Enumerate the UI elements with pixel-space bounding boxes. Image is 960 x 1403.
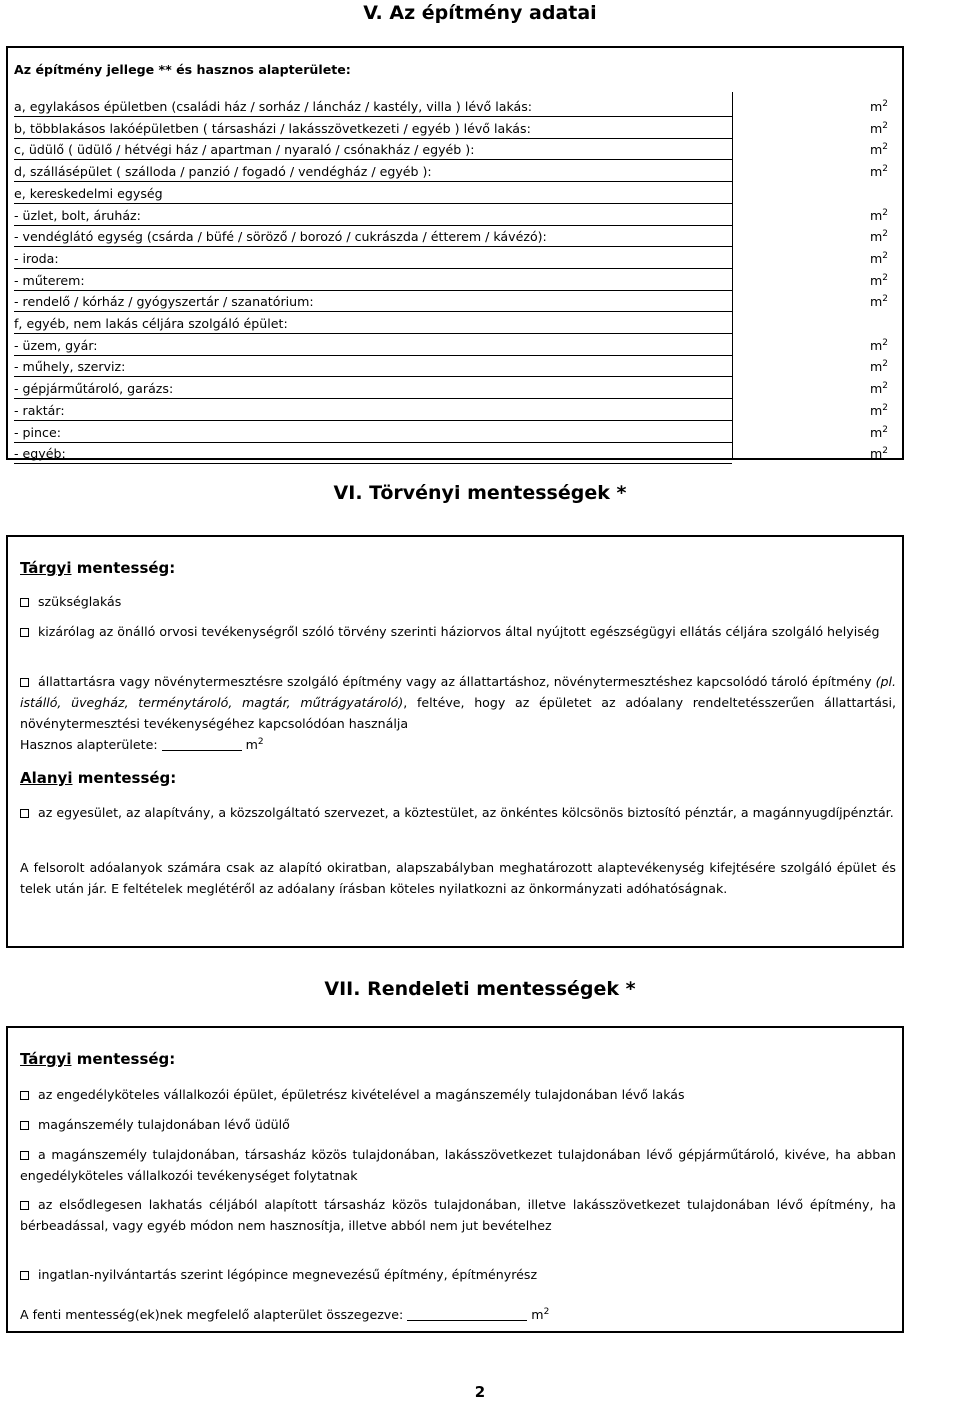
- building-type-value-line[interactable]: [14, 442, 732, 443]
- unit-m2: $m^2$: [869, 424, 888, 440]
- building-type-label: a, egylakásos épületben (családi ház / sorház / láncház / kastély, villa ) lévő lakás:: [14, 99, 533, 114]
- exemption-item: az engedélyköteles vállalkozói épület, épületrész kivételével a magánszemély tulajdonában lévő lakás: [20, 1084, 896, 1105]
- building-type-value-line[interactable]: [14, 138, 732, 139]
- exemption-item: ingatlan-nyilvántartás szerint légópince megnevezésű építmény, építményrész: [20, 1264, 896, 1285]
- building-type-label: d, szállásépület ( szálloda / panzió / fogadó / vendégház / egyéb ):: [14, 164, 432, 180]
- building-type-label: - műhely, szerviz:: [14, 359, 126, 375]
- building-type-label: - üzlet, bolt, áruház:: [14, 207, 141, 223]
- total-area-field[interactable]: [407, 1320, 527, 1321]
- building-type-value-line[interactable]: [14, 355, 732, 356]
- page-number: 2: [474, 1383, 486, 1401]
- local-exemptions-box: [6, 1026, 904, 1333]
- statutory-exemptions-box: [6, 535, 904, 948]
- building-type-value-line[interactable]: [14, 225, 732, 226]
- unit-m2: $m^2$: [869, 337, 888, 353]
- unit-m2: $m^2$: [869, 402, 888, 418]
- checkbox[interactable]: [20, 1151, 29, 1160]
- checkbox[interactable]: [20, 1091, 29, 1100]
- subjective-exemption-heading: Alanyi mentesség:: [20, 769, 177, 787]
- building-type-value-line[interactable]: [14, 290, 732, 291]
- building-type-label: - üzem, gyár:: [14, 337, 98, 353]
- building-type-label: - gépjárműtároló, garázs:: [14, 381, 174, 397]
- building-type-value-line[interactable]: [14, 311, 732, 312]
- unit-m2: $m^2$: [869, 120, 888, 136]
- exemption-item: kizárólag az önálló orvosi tevékenységről szóló törvény szerinti háziorvos által nyújtott egészségügyi ellátás céljára szolgáló helyiség: [20, 621, 896, 642]
- unit-m2: $m^2$: [869, 359, 888, 375]
- unit-m2: $m^2$: [869, 142, 888, 158]
- unit-m2: $m^2$: [869, 380, 888, 397]
- exemption-item: az elsődlegesen lakhatás céljából alapított társasház közös tulajdonában, illetve lakásszövetkezet tulajdonában lévő építmény, ha bérbeadással, vagy egyéb módon nem hasznosítja, illetve abból nem jut bevételhez: [20, 1197, 896, 1233]
- building-type-value-line[interactable]: [14, 333, 732, 334]
- building-data-box: [6, 46, 904, 460]
- building-type-label: c, üdülő ( üdülő / hétvégi ház / apartman / nyaraló / csónakház / egyéb ):: [14, 142, 475, 158]
- checkbox[interactable]: [20, 1201, 29, 1210]
- building-type-value-line[interactable]: [14, 268, 732, 269]
- building-type-label: b, többlakásos lakóépületben ( társasházi / lakásszövetkezeti / egyéb ) lévő lakás:: [14, 120, 531, 136]
- building-type-value-line[interactable]: [14, 420, 732, 421]
- building-type-label: - vendéglátó egység (csárda / büfé / söröző / borozó / cukrászda / étterem / kávézó):: [14, 229, 547, 245]
- column-separator: [732, 92, 733, 458]
- building-type-value-line[interactable]: [14, 203, 732, 204]
- building-type-value-line[interactable]: [14, 398, 732, 399]
- section-vii-title: VII. Rendeleti mentességek *: [324, 978, 636, 1000]
- exemption-note: A felsorolt adóalanyok számára csak az alapító okiratban, alapszabályban meghatározott alaptevékenység kifejtésére szolgáló épület és telek után jár. E feltételek meglétéről az adóalany írásban köteles nyilatkozni az önkormányzati adóhatóságnak.: [20, 860, 896, 896]
- unit-m2: $m^2$: [869, 446, 888, 462]
- total-area-line: A fenti mentesség(ek)nek megfelelő alapterület összegezve: $m^2$: [20, 1306, 550, 1322]
- checkbox[interactable]: [20, 678, 29, 687]
- building-type-value-line[interactable]: [14, 376, 732, 377]
- unit-m2: $m^2$: [869, 229, 888, 245]
- building-type-label: - iroda:: [14, 250, 59, 266]
- building-type-label: f, egyéb, nem lakás céljára szolgáló épület:: [14, 316, 288, 331]
- building-type-value-line[interactable]: [14, 181, 732, 182]
- floor-area-field[interactable]: [162, 750, 242, 751]
- building-type-heading: Az építmény jellege ** és hasznos alapterülete:: [14, 62, 351, 77]
- checkbox[interactable]: [20, 598, 29, 607]
- building-type-label: - raktár:: [14, 402, 65, 418]
- unit-m2: $m^2$: [869, 163, 888, 180]
- exemption-item: szükséglakás: [20, 591, 896, 612]
- building-type-label: - rendelő / kórház / gyógyszertár / szanatórium:: [14, 294, 314, 310]
- exemption-item: állattartásra vagy növénytermesztésre szolgáló építmény vagy az állattartáshoz, növénytermesztéshez kapcsolódó tároló építmény (pl. istálló, üvegház, terménytároló, magtár, műtrágyatároló), feltéve, hogy az épületet az adóalany rendeltetésszerűen állattartási, növénytermesztési tevékenységéhez kapcsolódóan használja Hasznos alapterülete: $m^2$: [20, 674, 896, 752]
- checkbox[interactable]: [20, 1271, 29, 1280]
- unit-m2: $m^2$: [869, 207, 888, 223]
- exemption-item: magánszemély tulajdonában lévő üdülő: [20, 1114, 896, 1135]
- section-v-title: V. Az építmény adatai: [363, 2, 597, 24]
- building-type-label: - műterem:: [14, 272, 85, 288]
- building-type-value-line[interactable]: [14, 463, 732, 464]
- building-type-label: - egyéb:: [14, 446, 66, 462]
- checkbox[interactable]: [20, 809, 29, 818]
- objective-exemption-heading: Tárgyi mentesség:: [20, 1050, 176, 1068]
- building-type-value-line[interactable]: [14, 116, 732, 117]
- building-type-value-line[interactable]: [14, 246, 732, 247]
- exemption-item: az egyesület, az alapítvány, a közszolgáltató szervezet, a köztestület, az önkéntes kölcsönös biztosító pénztár, a magánnyugdíjpénztár.: [20, 802, 896, 823]
- building-type-label: e, kereskedelmi egység: [14, 185, 163, 201]
- checkbox[interactable]: [20, 1121, 29, 1130]
- unit-m2: $m^2$: [869, 294, 888, 310]
- section-vi-title: VI. Törvényi mentességek *: [333, 482, 627, 504]
- checkbox[interactable]: [20, 628, 29, 637]
- objective-exemption-heading: Tárgyi mentesség:: [20, 559, 176, 577]
- unit-m2: $m^2$: [869, 272, 888, 288]
- building-type-value-line[interactable]: [14, 159, 732, 160]
- unit-m2: $m^2$: [869, 250, 888, 266]
- building-type-label: - pince:: [14, 424, 61, 440]
- exemption-item: a magánszemély tulajdonában, társasház közös tulajdonában, lakásszövetkezet tulajdonában lévő gépjárműtároló, kivéve, ha abban engedélyköteles vállalkozói tevékenységet folytatnak: [20, 1147, 896, 1183]
- unit-m2: $m^2$: [869, 98, 888, 114]
